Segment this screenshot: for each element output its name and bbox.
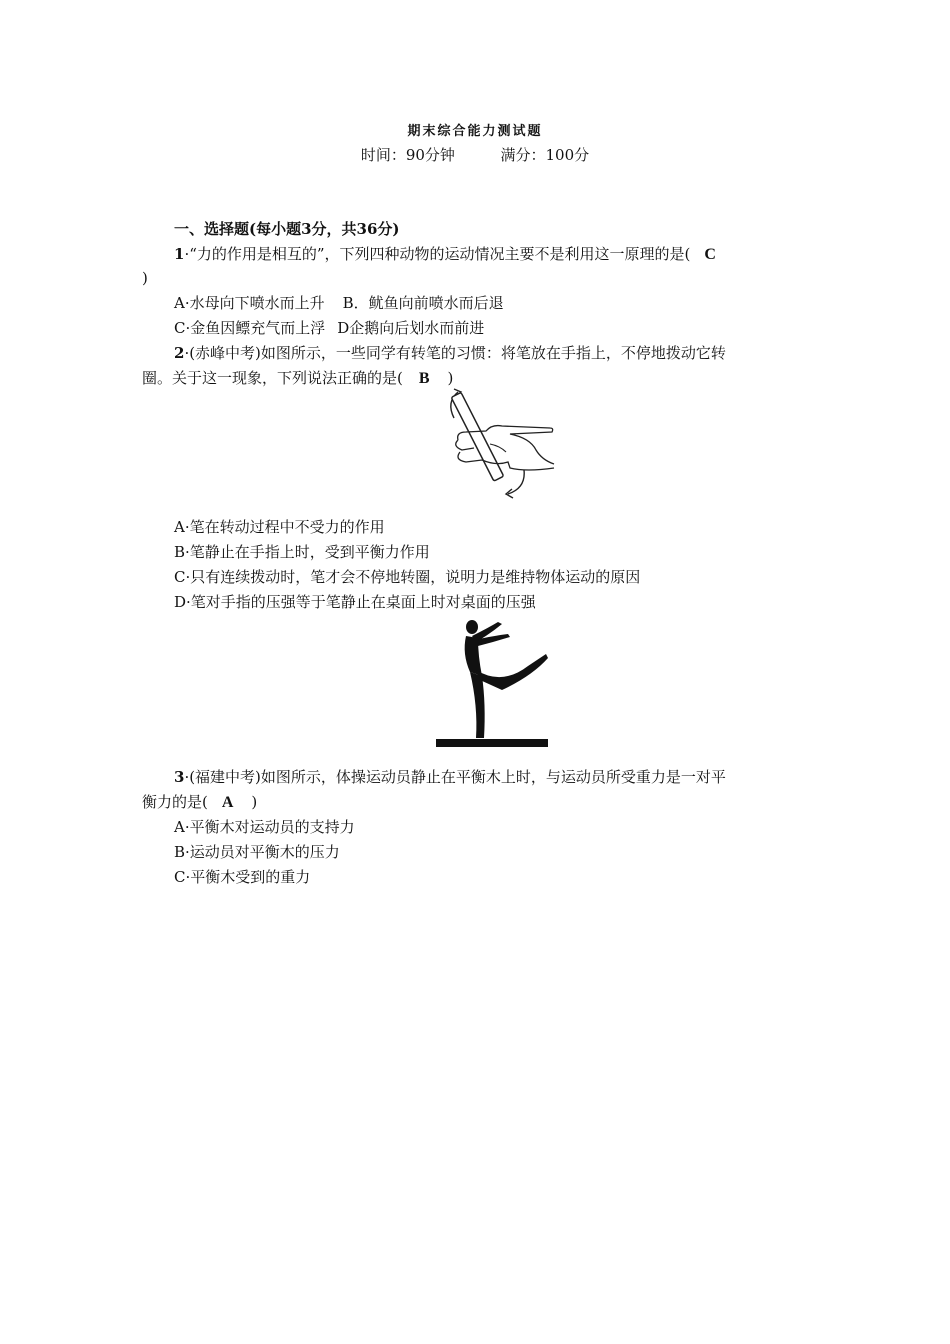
exam-meta	[0, 144, 950, 165]
question-2-stem	[174, 343, 726, 363]
question-3-text-2: 衡力的是(	[142, 793, 208, 811]
question-2-text: 如图所示，一些同学有转笔的习惯：将笔放在手指上，不停地拨动它转	[260, 344, 726, 362]
question-3-number: 3	[174, 768, 185, 786]
question-1-option-a: A·水母向下喷水而上升	[174, 294, 325, 312]
section-heading: 一、选择题(每小题3分，共36分)	[174, 220, 400, 238]
question-1-stem-end: )	[142, 269, 148, 287]
gymnast-raised-leg	[476, 654, 548, 690]
hand-outline	[456, 426, 554, 470]
question-2-option-b: B·笔静止在手指上时，受到平衡力作用	[174, 543, 430, 561]
question-3-option-b: B·运动员对平衡木的压力	[174, 843, 340, 861]
question-2-text-2: 圈。关于这一现象，下列说法正确的是(	[142, 369, 403, 387]
question-1-option-d: D企鹅向后划水而前进	[337, 319, 485, 337]
question-3-text: 如图所示，体操运动员静止在平衡木上时，与运动员所受重力是一对平	[260, 768, 726, 786]
question-3-close: )	[251, 793, 258, 811]
question-3-option-c: C·平衡木受到的重力	[174, 868, 311, 886]
question-1-stem	[174, 244, 716, 265]
balance-beam	[436, 739, 548, 747]
gymnast-standing-leg	[470, 672, 485, 738]
question-1-option-b: B．鱿鱼向前喷水而后退	[342, 294, 504, 312]
question-2-source: ·(赤峰中考)	[184, 344, 261, 362]
question-3-stem	[174, 767, 726, 787]
question-1-options-ab	[174, 293, 504, 313]
question-3-stem-line2	[142, 792, 257, 813]
question-1-answer: C	[704, 246, 716, 263]
gymnast-figure	[432, 614, 552, 750]
question-3-answer: A	[221, 794, 234, 811]
question-2-answer: B	[418, 370, 430, 387]
question-2-close: )	[447, 369, 454, 387]
gymnast-head	[466, 620, 478, 634]
score-label: 满分：100分	[500, 146, 590, 164]
pen-shape	[451, 392, 503, 481]
question-2-number: 2	[174, 344, 185, 362]
question-2-stem-line2	[142, 368, 453, 389]
question-2-option-a: A·笔在转动过程中不受力的作用	[174, 518, 385, 536]
question-2-option-c: C·只有连续拨动时，笔才会不停地转圈，说明力是维持物体运动的原因	[174, 568, 641, 586]
question-1-option-c: C·金鱼因鳔充气而上浮	[174, 319, 326, 337]
question-3-option-a: A·平衡木对运动员的支持力	[174, 818, 355, 836]
exam-title: 期末综合能力测试题	[407, 124, 543, 139]
question-1-number: 1	[174, 245, 185, 263]
pen-spinning-figure	[430, 388, 560, 500]
question-1-text: ·“力的作用是相互的”，下列四种动物的运动情况主要不是利用这一原理的是(	[184, 245, 691, 263]
question-1-options-cd	[174, 318, 484, 338]
question-3-source: ·(福建中考)	[184, 768, 261, 786]
question-2-option-d: D·笔对手指的压强等于笔静止在桌面上时对桌面的压强	[174, 593, 536, 611]
time-label: 时间：90分钟	[360, 146, 455, 164]
finger-line	[490, 444, 506, 452]
